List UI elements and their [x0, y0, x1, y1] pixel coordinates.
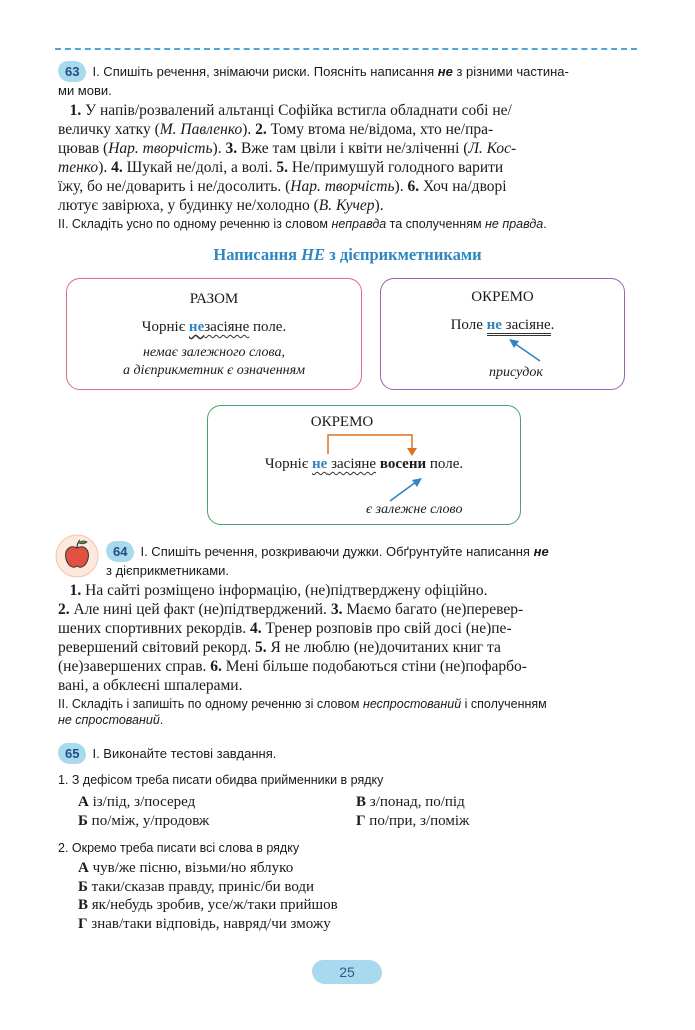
- text-line: ревершений світовий рекорд. 5. Я не люблю (не)дочитаних книг та: [58, 639, 501, 656]
- text-line: цював (Нар. творчість). 3. Вже там цвіли і квіти не/зліченні (Л. Кос-: [58, 140, 517, 157]
- rule-box-separate-dependent: [207, 405, 521, 525]
- exercise-64-text: [58, 581, 638, 695]
- box-note-line1: немає залежного слова,: [142, 345, 286, 360]
- text-line: тенко). 4. Шукай не/долі, а волі. 5. Не/примушуй голодного варити: [58, 159, 504, 176]
- exercise-63-text: [58, 101, 638, 215]
- q1-option-a: А із/під, з/посеред: [78, 794, 196, 810]
- exercise-63-badge: 63: [58, 61, 86, 82]
- text-line: шених спортивних рекордів. 4. Тренер розповів про свій досі (не)пе-: [58, 620, 512, 637]
- q1-option-v: В з/понад, по/під: [356, 794, 465, 810]
- exercise-64-badge: 64: [106, 541, 134, 562]
- example-sentence: Поле не засіяне.: [381, 317, 624, 334]
- text-line: 1. У напів/розвалений альтанці Софійка встигла обладнати собі не/: [69, 102, 512, 119]
- q1-option-b: Б по/між, у/продовж: [78, 813, 210, 829]
- page-number: 25: [312, 960, 382, 984]
- rule-box-together: [66, 278, 362, 390]
- dependency-arrow-icon: [326, 432, 426, 458]
- rule-box-separate-predicate: [380, 278, 625, 390]
- example-sentence: Чорніє не засіяне восени поле.: [264, 456, 464, 472]
- box-note-line2: а дієприкметник є означенням: [122, 363, 306, 378]
- box-title: ОКРЕМО: [471, 289, 534, 305]
- section-heading: Написання НЕ з дієприкметниками: [213, 245, 482, 264]
- box-note: є залежне слово: [366, 502, 463, 517]
- question-2: 2. Окремо треба писати всі слова в рядку: [58, 841, 300, 855]
- exercise-65-badge: 65: [58, 743, 86, 764]
- pointer-arrow-icon: [505, 337, 545, 365]
- q2-option-a: А чув/же пісню, візьми/но яблуко: [78, 860, 294, 876]
- q1-option-h: Г по/при, з/поміж: [356, 813, 470, 829]
- text-line: (не)завершених справ. 6. Мені більше подобаються стіни (не)пофарбо-: [58, 658, 527, 675]
- text-line: лютує завірюха, у будинку не/холодно (В. Кучер).: [58, 197, 384, 214]
- q2-option-b: Б таки/сказав правду, приніс/би води: [78, 879, 315, 895]
- text-line: 1. На сайті розміщено інформацію, (не)підтверджену офіційно.: [69, 582, 488, 599]
- exercise-64-task2: II. Складіть і запишіть по одному реченню зі словом неспростований і сполученням не спростований.: [58, 697, 547, 727]
- apple-icon: [54, 533, 100, 579]
- q2-option-h: Г знав/таки відповідь, навряд/чи зможу: [78, 916, 331, 932]
- exercise-65-task: 65 I. Виконайте тестові завдання.: [58, 743, 638, 764]
- text-line: вані, а обклеєні шпалерами.: [58, 677, 243, 694]
- box-title: ОКРЕМО: [310, 414, 374, 430]
- top-dashed-divider: [55, 48, 637, 50]
- exercise-64-task: 64 I. Спишіть речення, розкриваючи дужки. Обґрунтуйте написання не з дієприкметниками.: [106, 541, 640, 579]
- exercise-63-task2: II. Складіть усно по одному реченню із словом неправда та сполученням не правда.: [58, 217, 547, 231]
- question-1: 1. З дефісом треба писати обидва прийменники в рядку: [58, 773, 384, 787]
- text-line: величку хатку (М. Павленко). 2. Тому втома не/відома, хто не/пра-: [58, 121, 494, 138]
- box-note: присудок: [489, 365, 543, 380]
- box-title: РАЗОМ: [189, 291, 239, 307]
- text-line: 2. Але нині цей факт (не)підтверджений. 3. Маємо багато (не)перевер-: [58, 601, 524, 618]
- q2-option-v: В як/небудь зробив, усе/ж/таки прийшов: [78, 897, 338, 913]
- example-sentence: Чорніє незасіяне поле.: [141, 319, 287, 335]
- pointer-arrow-icon: [386, 476, 426, 504]
- text-line: їжу, бо не/доварить і не/досолить. (Нар. творчість). 6. Хоч на/дворі: [58, 178, 507, 195]
- exercise-63-task: 63 I. Спишіть речення, знімаючи риски. Поясніть написання не з різними частина- ми мови.: [58, 61, 638, 99]
